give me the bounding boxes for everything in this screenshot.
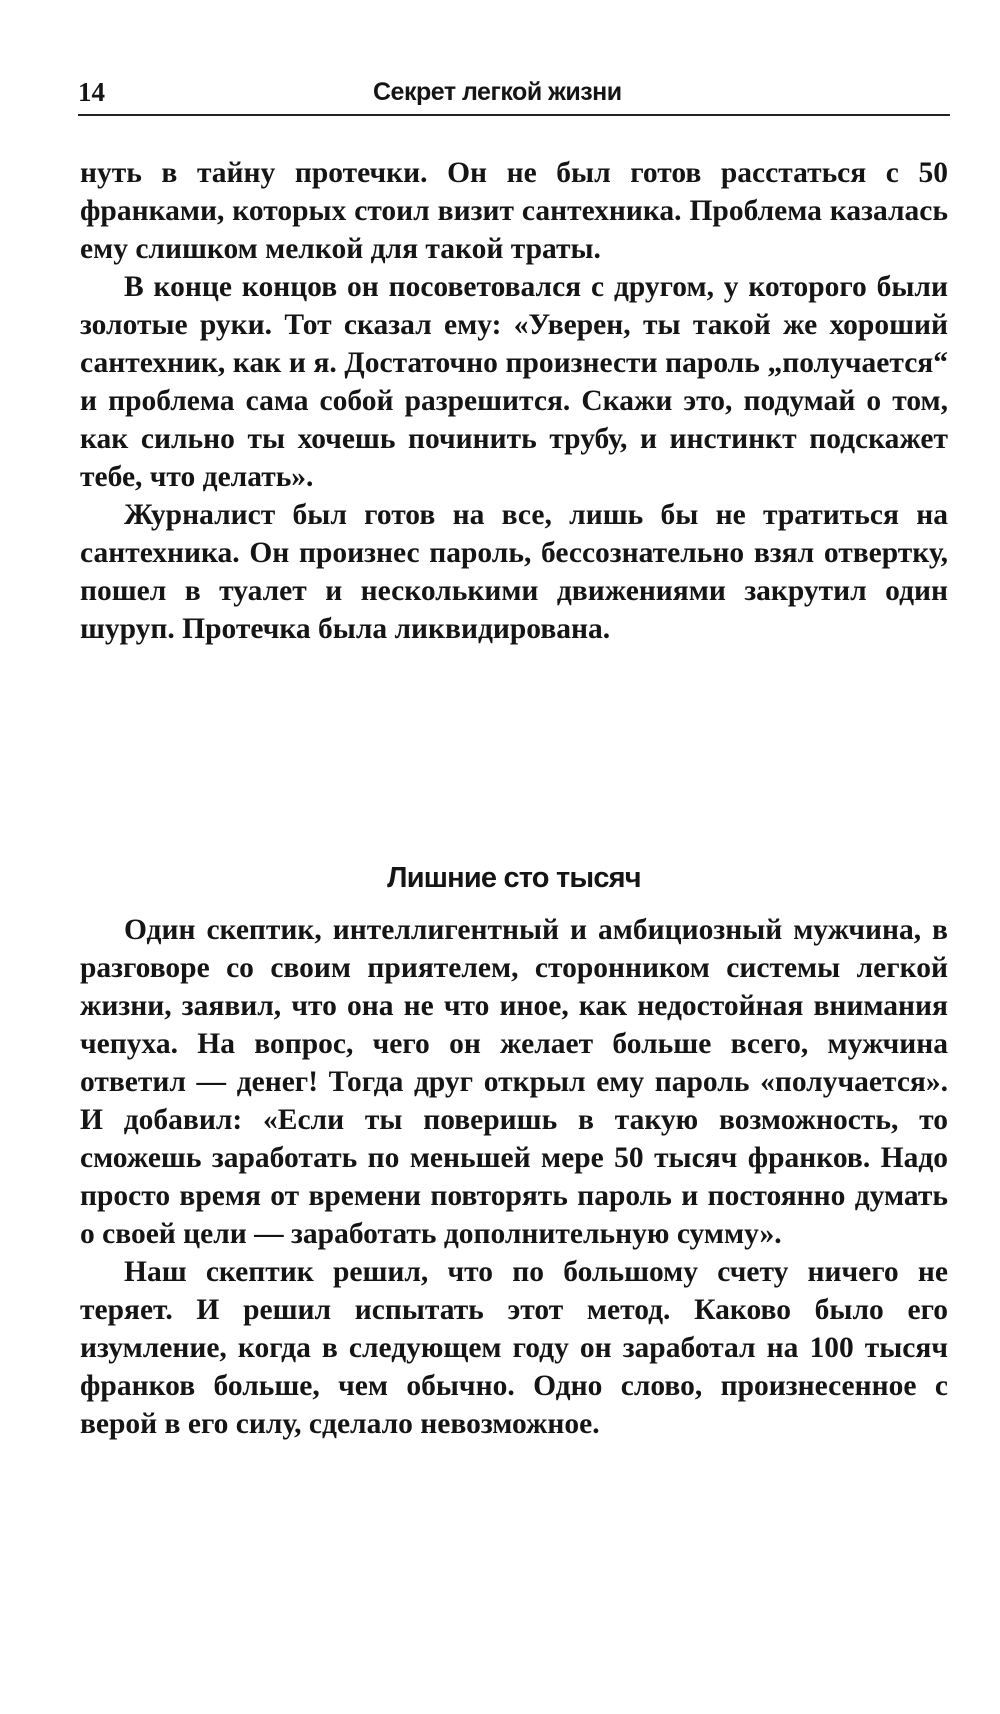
header-rule [78, 114, 950, 116]
paragraph: Журналист был готов на все, лишь бы не тратиться на сантехника. Он произнес пароль, бессознательно взял отвертку, пошел в туалет и несколькими движениями закрутил один шуруп. Протечка была ликвидирована. [80, 499, 948, 645]
paragraph: нуть в тайну протечки. Он не был готов расстаться с 50 франками, которых стоил визит сантехника. Проблема казалась ему слишком мелкой для такой траты. [80, 157, 948, 265]
story-hundred-thousand [80, 911, 948, 1443]
running-title: Секрет легкой жизни [373, 78, 622, 106]
paragraph: Один скептик, интеллигентный и амбициозный мужчина, в разговоре со своим приятелем, сторонником системы легкой жизни, заявил, что она не что иное, как недостойная внимания чепуха. На вопрос, чего он желает больше всего, мужчина ответил — денег! Тогда друг открыл ему пароль «получается». И добавил: «Если ты поверишь в такую возможность, то сможешь заработать по меньшей мере 50 тысяч франков. Надо просто время от времени повторять пароль и постоянно думать о своей цели — заработать дополнительную сумму». [80, 914, 948, 1250]
story-plumber [80, 154, 948, 648]
paragraph: Наш скептик решил, что по большому счету ничего не теряет. И решил испытать этот метод. Каково было его изумление, когда в следующем году он заработал на 100 тысяч франков больше, чем обычно. Одно слово, произнесенное с верой в его силу, сделало невозможное. [80, 1256, 948, 1440]
paragraph: В конце концов он посоветовался с другом, у которого были золотые руки. Тот сказал ему: «Уверен, ты такой же хороший сантехник, как и я. Достаточно произнести пароль „получается“ и проблема сама собой разрешится. Скажи это, подумай о том, как сильно ты хочешь починить трубу, и инстинкт подскажет тебе, что делать». [80, 271, 948, 493]
section-heading: Лишние сто тысяч [387, 862, 641, 894]
page-header [78, 72, 950, 116]
page-number: 14 [78, 77, 105, 107]
